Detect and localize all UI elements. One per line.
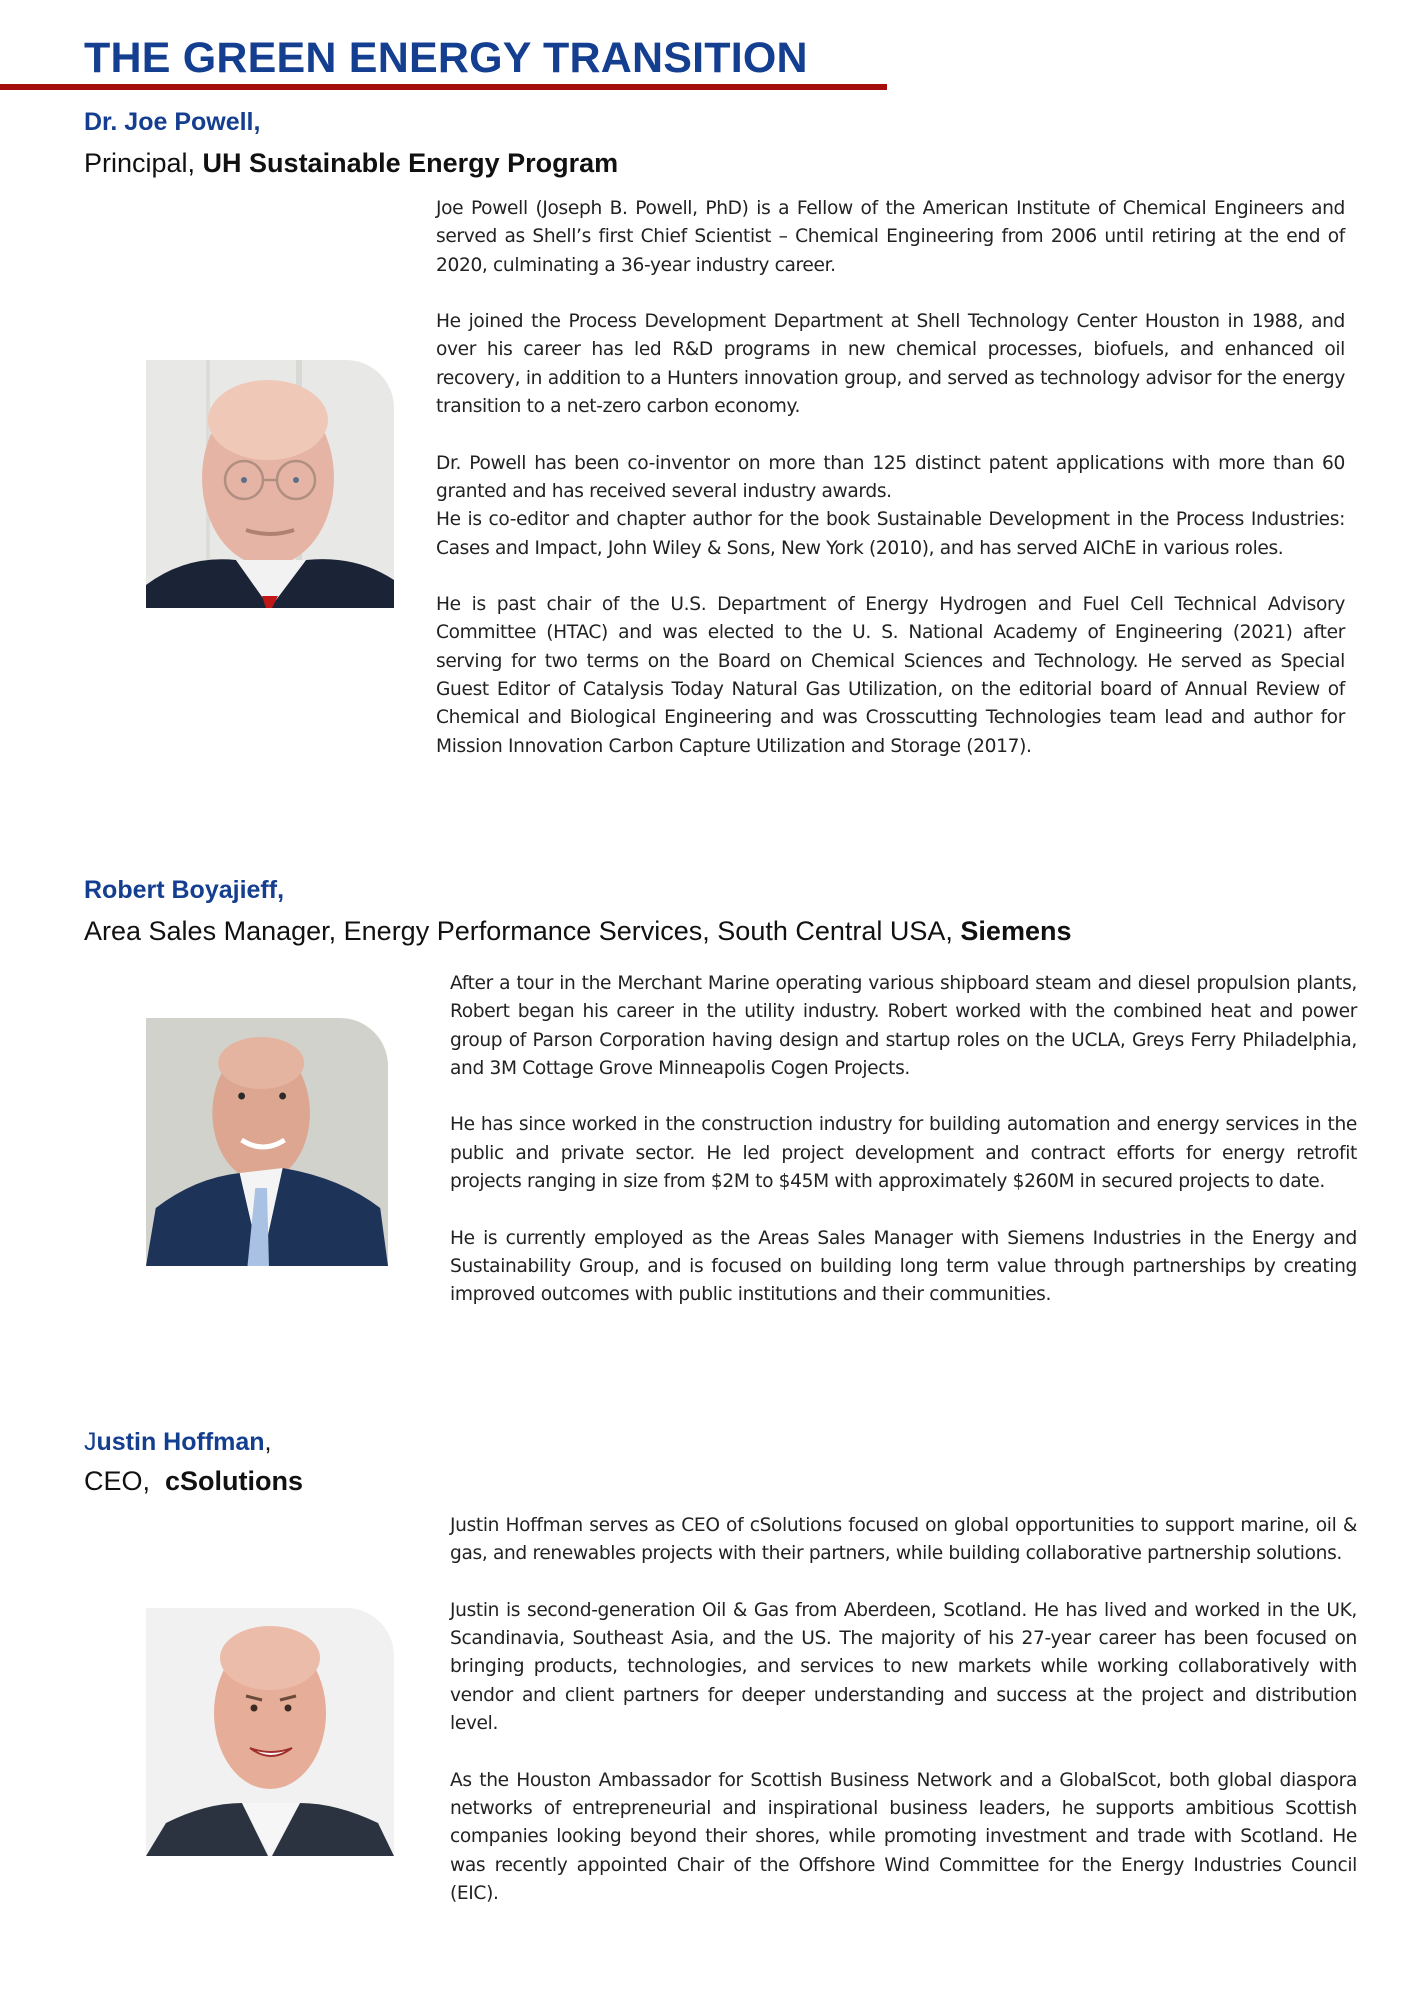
speaker-role xyxy=(84,1466,303,1497)
role-organization: Siemens xyxy=(960,916,1072,946)
speaker-bio xyxy=(436,195,1345,789)
bio-paragraph: Dr. Powell has been co-inventor on more than 125 distinct patent applications with more than 60 granted and has received several industry awards. xyxy=(436,452,1345,502)
title-divider xyxy=(0,84,887,90)
bio-paragraph: He joined the Process Development Department at Shell Technology Center Houston in 1988, and over his career has led R&D programs in new chemical processes, biofuels, and enhanced oil recovery, in addition to a Hunters innovation group, and served as technology advisor for the energy transition to a net-zero carbon economy. xyxy=(436,311,1345,418)
page-title: THE GREEN ENERGY TRANSITION xyxy=(84,34,808,82)
role-title: Area Sales Manager, Energy Performance Services, South Central USA, xyxy=(84,916,961,946)
name-initial: J xyxy=(84,1428,97,1456)
bio-paragraph: He is past chair of the U.S. Department of Energy Hydrogen and Fuel Cell Technical Advisory Committee (HTAC) and was elected to the U. S. National Academy of Engineering (2021) after serving for two terms on the Board on Chemical Sciences and Technology. He served as Special Guest Editor of Catalysis Today Natural Gas Utilization, on the editorial board of Annual Review of Chemical and Biological Engineering and was Crosscutting Technologies team lead and author for Mission Innovation Carbon Capture Utilization and Storage (2017). xyxy=(436,594,1345,757)
portrait-photo-icon xyxy=(146,1608,394,1856)
speaker-bio xyxy=(450,1512,1357,1936)
bio-paragraph: After a tour in the Merchant Marine operating various shipboard steam and diesel propulsion plants, Robert began his career in the utility industry. Robert worked with the combined heat and power group of Parson Corporation having design and startup roles on the UCLA, Greys Ferry Philadelphia, and 3M Cottage Grove Minneapolis Cogen Projects. xyxy=(450,973,1357,1079)
role-organization: UH Sustainable Energy Program xyxy=(202,148,619,178)
bio-paragraph: He is currently employed as the Areas Sales Manager with Siemens Industries in the Energy and Sustainability Group, and is focused on building long term value through partnerships by creating improved outcomes with public institutions and their communities. xyxy=(450,1227,1357,1306)
bio-paragraph: As the Houston Ambassador for Scottish Business Network and a GlobalScot, both global diaspora networks of entrepreneurial and inspirational business leaders, he supports ambitious Scottish companies looking beyond their shores, while promoting investment and trade with Scotland. He was recently appointed Chair of the Offshore Wind Committee for the Energy Industries Council (EIC). xyxy=(450,1769,1357,1904)
speaker-role xyxy=(84,148,618,179)
portrait-photo-icon xyxy=(146,1018,388,1266)
speaker-name: Dr. Joe Powell, xyxy=(84,108,261,136)
speaker-name: Robert Boyajieff, xyxy=(84,876,285,904)
portrait-photo-icon xyxy=(146,360,394,608)
speaker-name xyxy=(84,1428,272,1457)
bio-paragraph: Justin Hoffman serves as CEO of cSolutions focused on global opportunities to support marine, oil & gas, and renewables projects with their partners, while building collaborative partnership solutions. xyxy=(450,1515,1357,1565)
bio-paragraph: He has since worked in the construction industry for building automation and energy services in the public and private sector. He led project development and contract efforts for energy retrofit projects ranging in size from $2M to $45M with approximately $260M in secured projects to date. xyxy=(450,1114,1357,1193)
bio-paragraph: Justin is second-generation Oil & Gas from Aberdeen, Scotland. He has lived and worked in the UK, Scandinavia, Southeast Asia, and the US. The majority of his 27-year career has been focused on bringing products, technologies, and services to new markets while working collaboratively with vendor and client partners for deeper understanding and success at the project and distribution level. xyxy=(450,1599,1357,1735)
role-title: CEO, xyxy=(84,1466,166,1496)
bio-paragraph: Joe Powell (Joseph B. Powell, PhD) is a Fellow of the American Institute of Chemical Engineers and served as Shell’s first Chief Scientist – Chemical Engineering from 2006 until retiring at the end of 2020, culminating a 36-year industry career. xyxy=(436,198,1345,276)
role-organization: cSolutions xyxy=(165,1466,304,1496)
speaker-role xyxy=(84,916,1071,947)
name-comma: , xyxy=(264,1428,272,1456)
speaker-bio xyxy=(450,970,1357,1338)
name-rest: ustin Hoffman xyxy=(96,1428,265,1456)
bio-paragraph: He is co-editor and chapter author for the book Sustainable Development in the Process Industries: Cases and Impact, John Wiley & Sons, New York (2010), and has served AIChE in various roles. xyxy=(436,509,1345,559)
role-title: Principal, xyxy=(84,148,203,178)
